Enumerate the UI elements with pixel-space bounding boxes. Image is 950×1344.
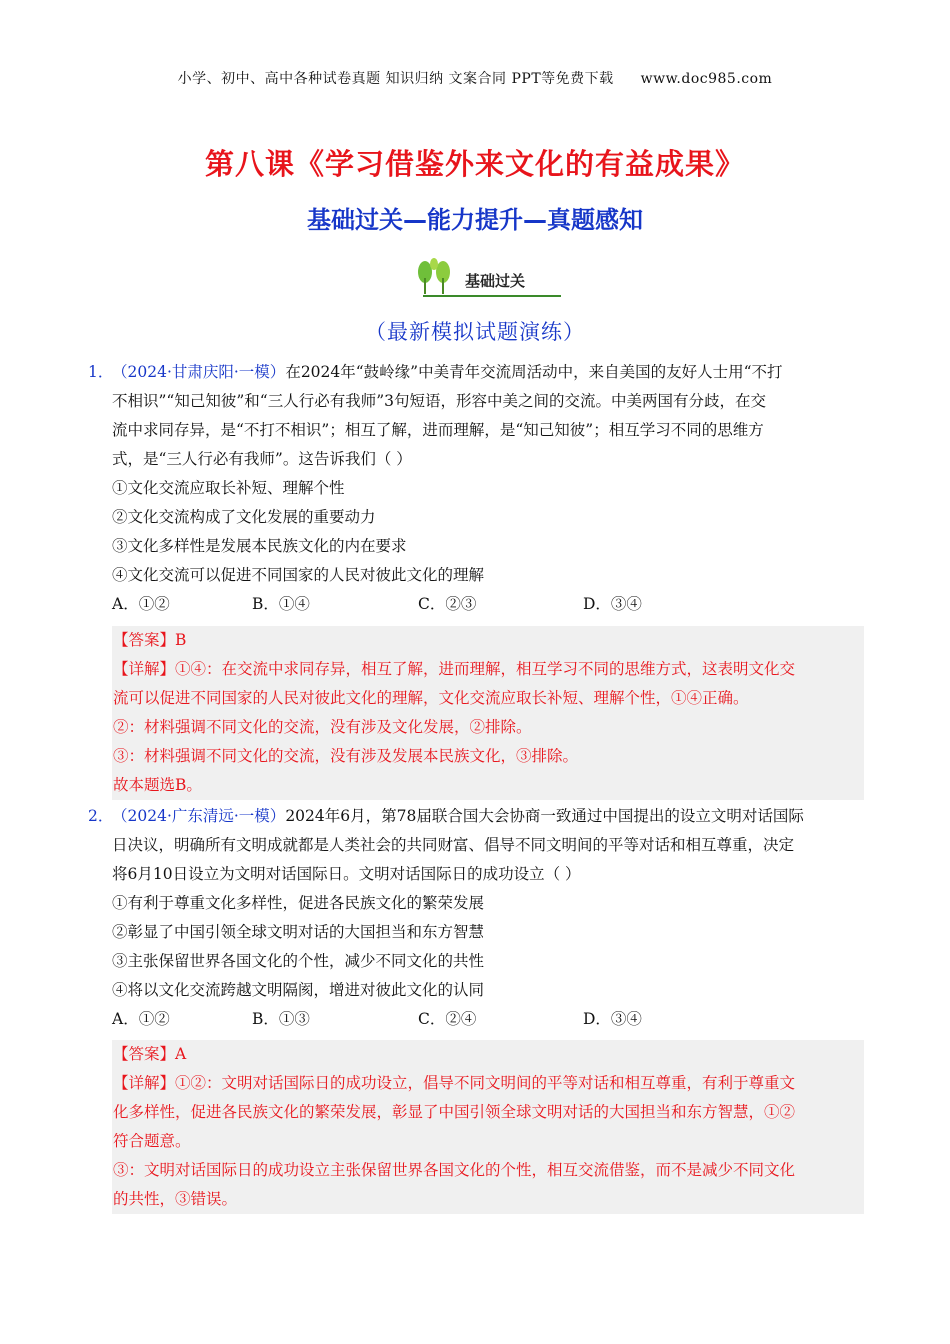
explanation-line: ③：文明对话国际日的成功设立主张保留世界各国文化的个性，相互交流借鉴，而不是减少不同文化 [113,1161,796,1179]
badge-label: 基础过关 [465,272,526,290]
page-subtitle: 基础过关—能力提升—真题感知 [307,206,643,234]
tree-icon [413,258,463,298]
option-item: ④将以文化交流跨越文明隔阂，增进对彼此文化的认同 [112,981,485,999]
choice-d[interactable]: D．③④ [583,595,642,613]
stem-line: 2024年6月，第78届联合国大会协商一致通过中国提出的设立文明对话国际 [285,807,804,825]
option-item: ③文化多样性是发展本民族文化的内在要求 [112,537,407,555]
question-stem [112,358,864,474]
question-source: （2024·广东清远·一模） [112,807,286,825]
option-item: ②文化交流构成了文化发展的重要动力 [112,508,376,526]
explanation-line: ③：材料强调不同文化的交流，没有涉及发展本民族文化，③排除。 [113,747,579,765]
option-item: ②彰显了中国引领全球文明对话的大国担当和东方智慧 [112,923,485,941]
choice-c[interactable]: C．②④ [418,1010,477,1028]
question-1 [88,358,864,619]
choices-row [112,590,864,619]
section-badge [413,258,561,298]
question-stem [112,802,864,889]
stem-line: 日决议，明确所有文明成就都是人类社会的共同财富、倡导不同文明间的平等对话和相互尊重，决定 [112,836,795,854]
stem-line: 不相识”“知己知彼”和“三人行必有我师”3句短语，形容中美之间的交流。中美两国有分歧，在交 [112,392,766,410]
explanation-line: 故本题选B。 [113,776,202,794]
choice-b[interactable]: B．①③ [252,1010,310,1028]
question-2 [88,802,864,1034]
explanation-line: 流可以促进不同国家的人民对彼此文化的理解，文化交流应取长补短、理解个性，①④正确。 [113,689,749,707]
option-item: ④文化交流可以促进不同国家的人民对彼此文化的理解 [112,566,485,584]
answer-box-2 [112,1040,864,1214]
option-item: ①文化交流应取长补短、理解个性 [112,479,345,497]
option-item: ①有利于尊重文化多样性，促进各民族文化的繁荣发展 [112,894,485,912]
choice-d[interactable]: D．③④ [583,1010,642,1028]
answer-box-1 [112,626,864,800]
question-source: （2024·甘肃庆阳·一模） [112,363,286,381]
badge-underline [423,295,561,297]
stem-line: 在2024年“鼓岭缘”中美青年交流周活动中，来自美国的友好人士用“不打 [285,363,783,381]
answer-label: 【答案】B [113,631,187,649]
question-number: 2． [88,807,114,825]
page-header [0,68,950,88]
stem-line: 将6月10日设立为文明对话国际日。文明对话国际日的成功设立（ ） [112,865,581,883]
explanation-line: 化多样性，促进各民族文化的繁荣发展，彰显了中国引领全球文明对话的大国担当和东方智慧，①② [113,1103,796,1121]
choice-c[interactable]: C．②③ [418,595,477,613]
stem-line: 式，是“三人行必有我师”。这告诉我们（ ） [112,450,412,468]
explanation-line: ②：材料强调不同文化的交流，没有涉及文化发展，②排除。 [113,718,532,736]
page-title: 第八课《学习借鉴外来文化的有益成果》 [204,147,745,181]
header-url[interactable]: www.doc985.com [640,71,773,87]
explanation-line: 【详解】①②：文明对话国际日的成功设立，倡导不同文明间的平等对话和相互尊重，有利于尊重文 [113,1074,796,1092]
explanation-line: 【详解】①④：在交流中求同存异，相互了解，进而理解，相互学习不同的思维方式，这表明文化交 [113,660,796,678]
explanation-line: 符合题意。 [113,1132,191,1150]
header-text: 小学、初中、高中各种试卷真题 知识归纳 文案合同 PPT等免费下载 [177,71,614,87]
section-heading: （最新模拟试题演练） [365,320,585,344]
choice-b[interactable]: B．①④ [252,595,310,613]
choices-row [112,1005,864,1034]
explanation-line: 的共性，③错误。 [113,1190,238,1208]
question-number: 1． [88,363,114,381]
choice-a[interactable]: A．①② [112,1010,170,1028]
answer-label: 【答案】A [113,1045,187,1063]
choice-a[interactable]: A．①② [112,595,170,613]
option-item: ③主张保留世界各国文化的个性，减少不同文化的共性 [112,952,485,970]
stem-line: 流中求同存异，是“不打不相识”；相互了解，进而理解，是“知己知彼”；相互学习不同的思维方 [112,421,764,439]
